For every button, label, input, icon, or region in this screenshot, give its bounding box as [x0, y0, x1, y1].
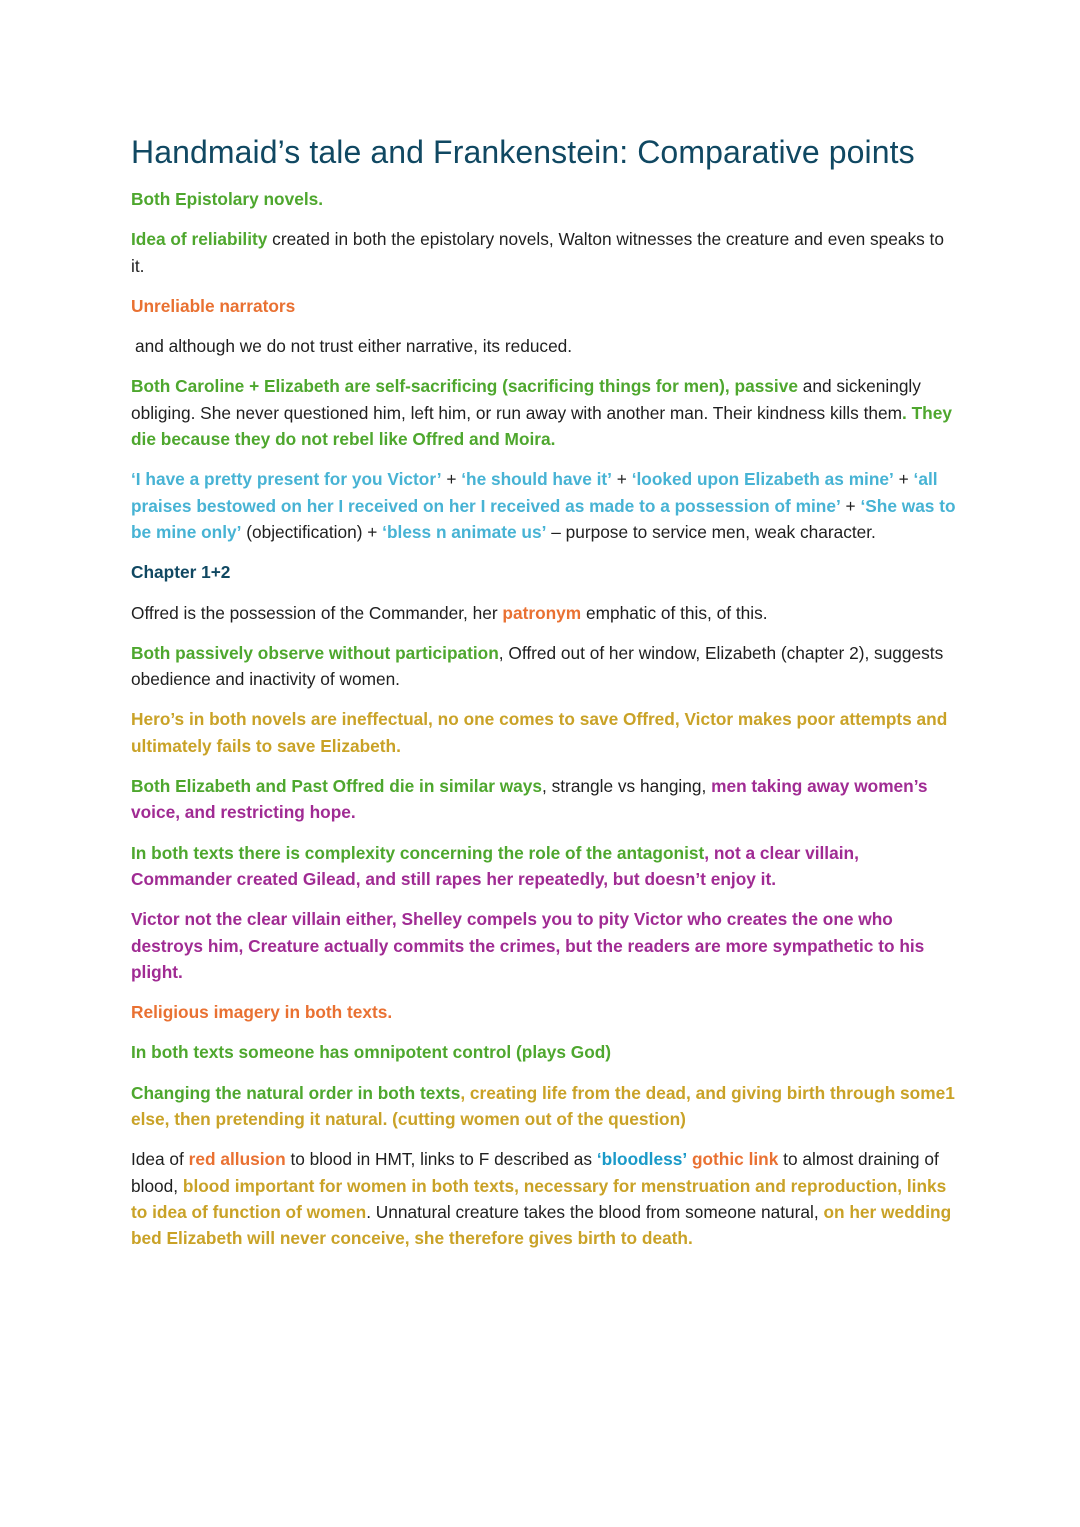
- body-text: – purpose to service men, weak character.: [546, 521, 876, 542]
- highlighted-text: Both Epistolary novels.: [131, 189, 324, 209]
- paragraph: [131, 226, 960, 279]
- highlighted-text: gothic link: [691, 1149, 779, 1170]
- highlighted-text: ‘bloodless’: [596, 1149, 688, 1170]
- paragraph: [131, 640, 960, 693]
- highlighted-text: Idea of reliability: [131, 229, 268, 250]
- paragraph: [131, 706, 960, 759]
- body-text: . Unnatural creature takes the blood from someone natural,: [366, 1201, 824, 1222]
- body-text: emphatic of this, of this.: [581, 602, 768, 623]
- highlighted-text: . They die because they do not rebel like Offred and Moira.: [131, 402, 952, 450]
- highlighted-text: ‘all praises bestowed on her I received on her I received as made to a possession of mine’: [131, 469, 938, 516]
- highlighted-text: ‘She was to be mine only’: [131, 495, 956, 542]
- body-text: +: [441, 469, 462, 490]
- highlighted-text: Hero’s in both novels are ineffectual, no one comes to save Offred, Victor makes poor attempts and ultimately fails to save Elizabeth.: [131, 709, 948, 756]
- highlighted-text: In both texts there is complexity concerning the role of the antagonist: [131, 842, 705, 863]
- highlighted-text: Victor not the clear villain either, Shelley compels you to pity Victor who creates the one who destroys him, Creature actually commits the crimes, but the readers are more sympathetic to his plight.: [131, 909, 925, 982]
- paragraph: [131, 373, 960, 452]
- paragraph: [131, 559, 960, 585]
- highlighted-text: red allusion: [188, 1149, 286, 1170]
- highlighted-text: Chapter 1+2: [131, 562, 231, 583]
- highlighted-text: ‘looked upon Elizabeth as mine’: [631, 469, 894, 490]
- body-text: created in both the epistolary novels, Walton witnesses the creature and even speaks to it.: [131, 229, 944, 276]
- highlighted-text: blood important for women in both texts, necessary for menstruation and reproduction, links to idea of function of women: [131, 1175, 947, 1222]
- document-body: [131, 186, 960, 1252]
- body-text: Idea of: [131, 1149, 189, 1170]
- highlighted-text: Both Elizabeth and Past Offred die in similar ways: [131, 776, 543, 797]
- body-text: to almost draining of blood,: [131, 1149, 939, 1196]
- highlighted-text: on her wedding bed Elizabeth will never conceive, she therefore gives birth to death.: [131, 1201, 952, 1249]
- document-title: Handmaid’s tale and Frankenstein: Comparative points: [131, 134, 915, 170]
- body-text: (objectification) +: [241, 521, 383, 542]
- highlighted-text: ‘bless n animate us’: [382, 521, 547, 542]
- highlighted-text: In both texts someone has omnipotent control (plays God): [131, 1042, 612, 1063]
- paragraph: [131, 1080, 960, 1133]
- highlighted-text: men taking away women’s voice, and restricting hope.: [131, 776, 928, 823]
- paragraph: [131, 999, 960, 1025]
- highlighted-text: patronym: [502, 602, 582, 623]
- body-text: +: [611, 469, 632, 490]
- paragraph: [131, 773, 960, 826]
- paragraph: [131, 293, 960, 319]
- paragraph: [131, 840, 960, 893]
- body-text: and although we do not trust either narrative, its reduced.: [135, 336, 573, 357]
- paragraph: [131, 333, 960, 359]
- highlighted-text: , not a clear villain, Commander created Gilead, and still rapes her repeatedly, but doesn’t enjoy it.: [131, 842, 859, 889]
- highlighted-text: Unreliable narrators: [131, 295, 296, 316]
- body-text: , Offred out of her window, Elizabeth (chapter 2), suggests obedience and inactivity of women.: [131, 642, 944, 690]
- body-text: and sickeningly obliging. She never questioned him, left him, or run away with another man. Their kindness kills them: [131, 376, 921, 423]
- body-text: Offred is the possession of the Commander, her: [131, 602, 503, 623]
- highlighted-text: Both passively observe without participation: [131, 642, 499, 663]
- highlighted-text: Both Caroline + Elizabeth are self-sacrificing (sacrificing things for men), passive: [131, 376, 798, 397]
- paragraph: [131, 186, 960, 212]
- highlighted-text: Religious imagery in both texts.: [131, 1002, 393, 1023]
- highlighted-text: ‘he should have it’: [461, 469, 612, 490]
- paragraph: [131, 1146, 960, 1251]
- body-text: +: [893, 469, 914, 490]
- highlighted-text: ‘I have a pretty present for you Victor’: [131, 469, 442, 490]
- paragraph: [131, 466, 960, 545]
- highlighted-text: Changing the natural order in both texts: [131, 1082, 461, 1103]
- body-text: , strangle vs hanging,: [542, 776, 712, 797]
- body-text: +: [840, 495, 861, 516]
- body-text: to blood in HMT, links to F described as: [285, 1149, 597, 1170]
- paragraph: [131, 906, 960, 985]
- highlighted-text: , creating life from the dead, and giving birth through some1 else, then pretending it natural. (cutting women out of the question): [131, 1082, 955, 1130]
- paragraph: [131, 600, 960, 626]
- paragraph: [131, 1039, 960, 1065]
